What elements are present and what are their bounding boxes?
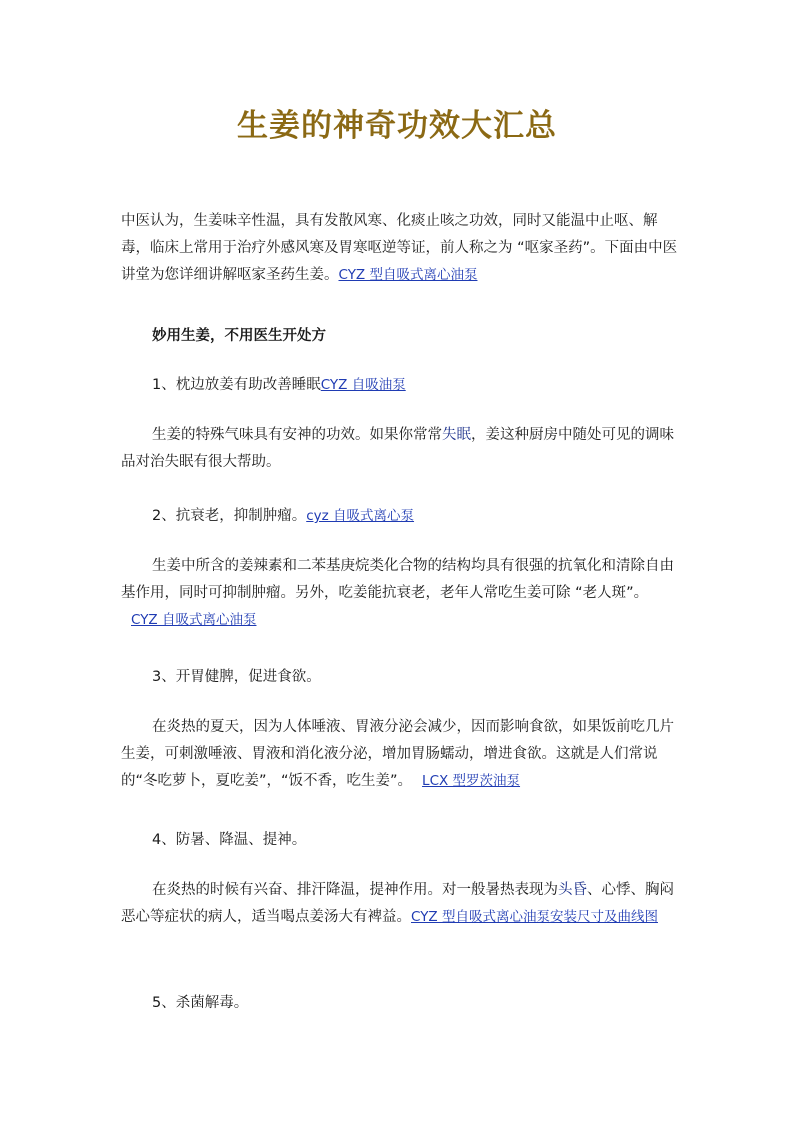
intro-text: 中医认为，生姜味辛性温，具有发散风寒、化痰止咳之功效，同时又能温中止呕、解毒，临床上常用于治疗外感风寒及胃寒呕逆等证，前人称之为 “呕家圣药”。下面由中医讲堂为您详细讲解呕家圣药生姜。 [121, 213, 678, 283]
section-2-body [121, 553, 681, 634]
section-1-title [121, 372, 681, 399]
dizziness-keyword[interactable]: 头昏 [558, 882, 587, 898]
section-3-body-text: 在炎热的夏天，因为人体唾液、胃液分泌会减少，因而影响食欲，如果饭前吃几片生姜，可刺激唾液、胃液和消化液分泌，增加胃肠蠕动，增进食欲。这就是人们常说的“冬吃萝卜，夏吃姜”，“饭不香，吃生姜”。 [121, 719, 674, 789]
section-4-body [121, 877, 681, 931]
section-1-body-pre: 生姜的特殊气味具有安神的功效。如果你常常 [152, 427, 442, 443]
section-2-body-text: 生姜中所含的姜辣素和二苯基庚烷类化合物的结构均具有很强的抗氧化和清除自由基作用，同时可抑制肿瘤。另外，吃姜能抗衰老，老年人常吃生姜可除 “老人斑”。 [121, 558, 674, 601]
section-2-title-link[interactable]: cyz 自吸式离心泵 [306, 508, 415, 524]
section-4-title: 4、防暑、降温、提神。 [152, 832, 307, 848]
intro-paragraph [121, 208, 681, 289]
section-2-title-text: 2、抗衰老，抑制肿瘤。 [152, 508, 307, 524]
section-1-title-link[interactable]: CYZ 自吸油泵 [320, 377, 406, 393]
section-1-title-text: 1、枕边放姜有助改善睡眠 [152, 377, 321, 393]
section-heading: 妙用生姜，不用医生开处方 [152, 328, 326, 344]
section-3-body [121, 714, 681, 795]
intro-link[interactable]: CYZ 型自吸式离心油泵 [338, 267, 478, 283]
section-3-title: 3、开胃健脾，促进食欲。 [152, 669, 321, 685]
section-4-body-post: 、心悸、胸闷恶心等症状的病人，适当喝点姜汤大有裨益。 [121, 882, 674, 925]
page-title: 生姜的神奇功效大汇总 [237, 108, 557, 144]
section-4-body-pre: 在炎热的时候有兴奋、排汗降温，提神作用。对一般暑热表现为 [152, 882, 558, 898]
section-5-title: 5、杀菌解毒。 [152, 995, 249, 1011]
section-1-body [121, 422, 681, 476]
section-2-title [121, 503, 681, 530]
section-1-body-post: ，姜这种厨房中随处可见的调味品对治失眠有很大帮助。 [121, 427, 674, 470]
section-3-body-link[interactable]: LCX 型罗茨油泵 [422, 773, 521, 789]
section-4-body-link[interactable]: CYZ 型自吸式离心油泵安装尺寸及曲线图 [411, 909, 658, 925]
section-2-body-link[interactable]: CYZ 自吸式离心油泵 [131, 612, 257, 628]
insomnia-keyword[interactable]: 失眠 [442, 427, 471, 443]
